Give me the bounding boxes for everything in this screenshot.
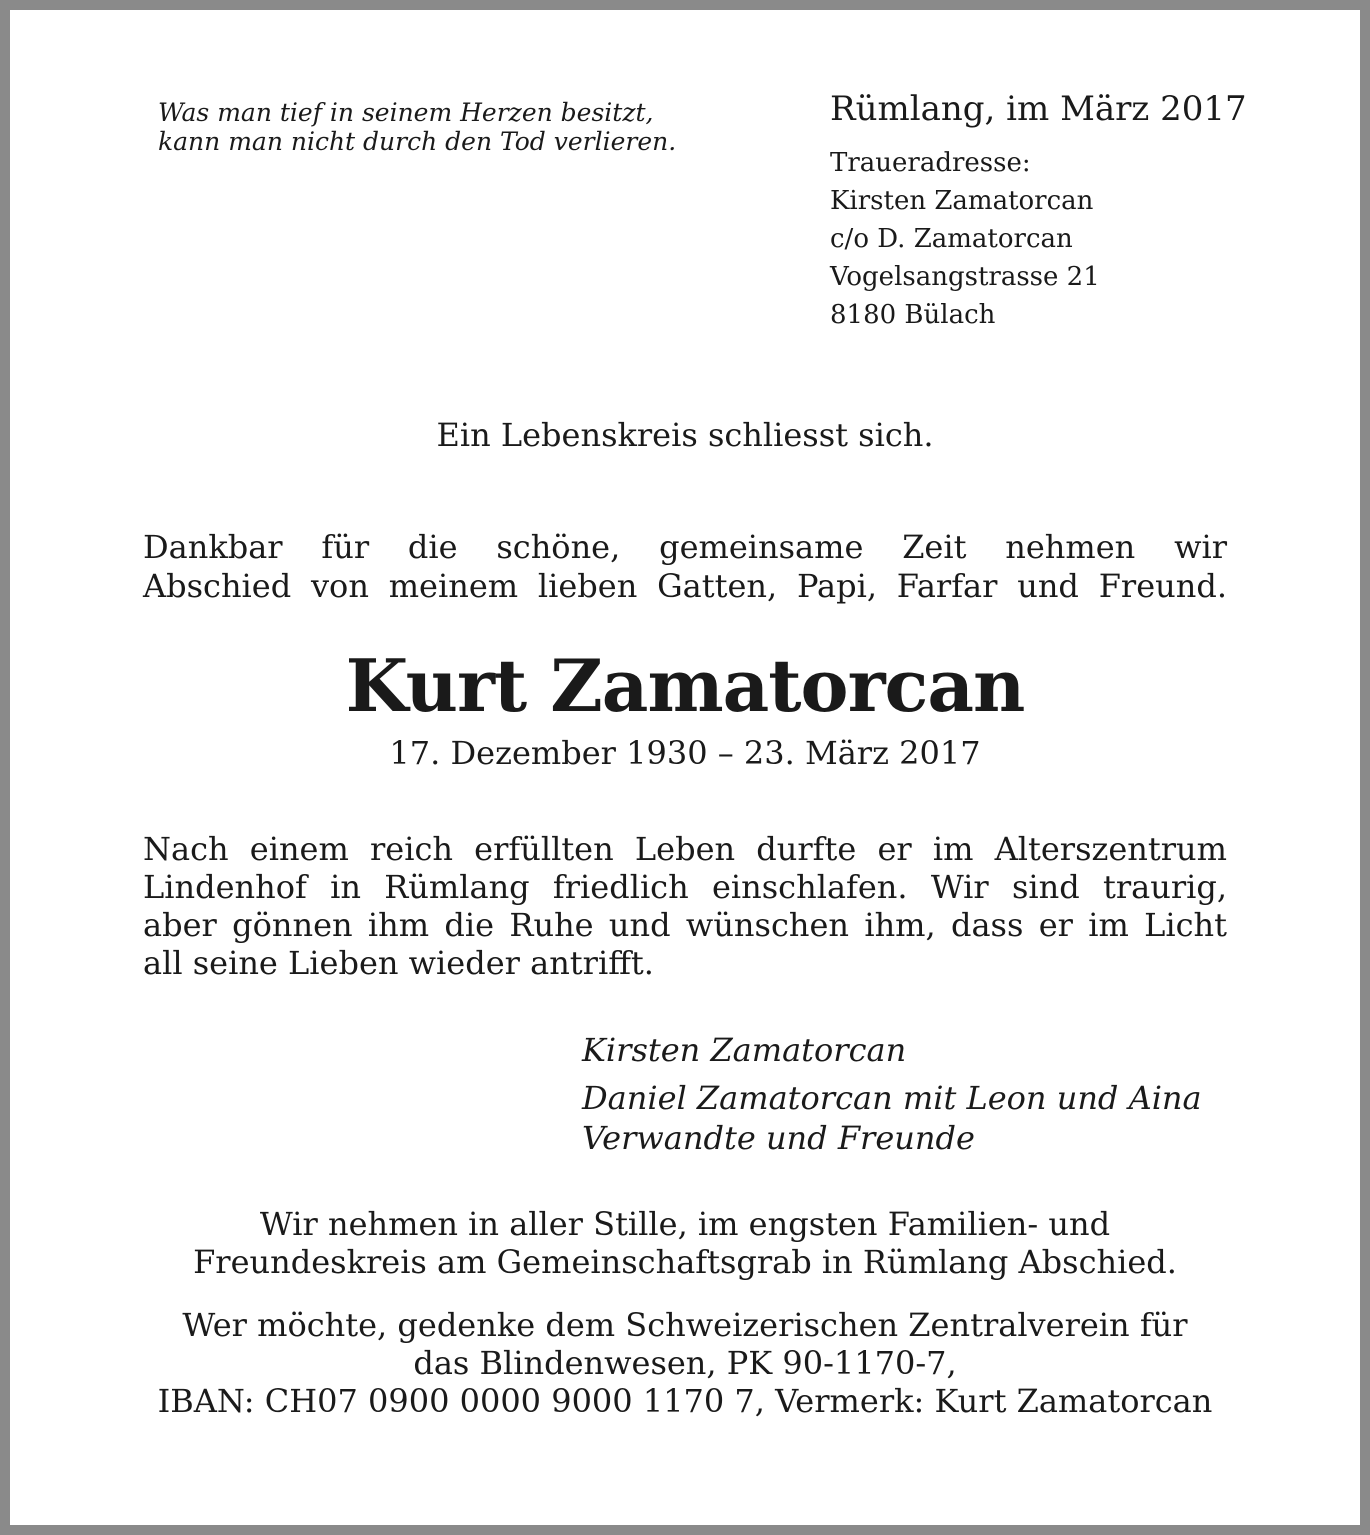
stille-paragraph [10,1205,1360,1281]
stille-line-2: Freundeskreis am Gemeinschaftsgrab in Rümlang Abschied. [193,1243,1177,1281]
nach-paragraph [143,830,1227,982]
motto-line-2: kann man nicht durch den Tod verlieren. [158,127,677,156]
mourning-address [830,144,1100,334]
address-heading: Traueradresse: [830,148,1031,178]
donation-line-3: IBAN: CH07 0900 0000 9000 1170 7, Vermerk: Kurt Zamatorcan [157,1382,1213,1420]
nach-line-1: Nach einem reich erfüllten Leben durfte er im Alterszentrum [143,830,1227,868]
dankbar-paragraph [143,528,1227,606]
place-date: Rümlang, im März 2017 [830,89,1247,129]
life-dates: 17. Dezember 1930 – 23. März 2017 [389,734,981,772]
deceased-name: Kurt Zamatorcan [345,643,1025,728]
signer-2: Daniel Zamatorcan mit Leon und Aina [582,1079,1202,1117]
address-city: 8180 Bülach [830,300,996,330]
donation-line-1: Wer möchte, gedenke dem Schweizerischen Zentralverein für [182,1306,1188,1344]
nach-line-3: aber gönnen ihm die Ruhe und wünschen ihm, dass er im Licht [143,906,1227,944]
signers-block [582,1030,1202,1158]
lebenskreis-line: Ein Lebenskreis schliesst sich. [436,416,934,454]
address-co: c/o D. Zamatorcan [830,224,1073,254]
signer-1: Kirsten Zamatorcan [582,1031,907,1069]
motto-quote [158,98,718,156]
address-street: Vogelsangstrasse 21 [830,262,1100,292]
address-name: Kirsten Zamatorcan [830,186,1094,216]
signer-3: Verwandte und Freunde [582,1119,975,1157]
obituary-page [10,10,1360,1525]
nach-line-4: all seine Lieben wieder antrifft. [143,944,654,982]
motto-line-1: Was man tief in seinem Herzen besitzt, [158,98,654,127]
stille-line-1: Wir nehmen in aller Stille, im engsten Familien- und [259,1205,1111,1243]
donation-paragraph [10,1306,1360,1420]
nach-line-2: Lindenhof in Rümlang friedlich einschlafen. Wir sind traurig, [143,868,1227,906]
donation-line-2: das Blindenwesen, PK 90-1170-7, [413,1344,957,1382]
dankbar-line-1: Dankbar für die schöne, gemeinsame Zeit nehmen wir [143,528,1227,566]
dankbar-line-2: Abschied von meinem lieben Gatten, Papi, Farfar und Freund. [143,567,1227,605]
